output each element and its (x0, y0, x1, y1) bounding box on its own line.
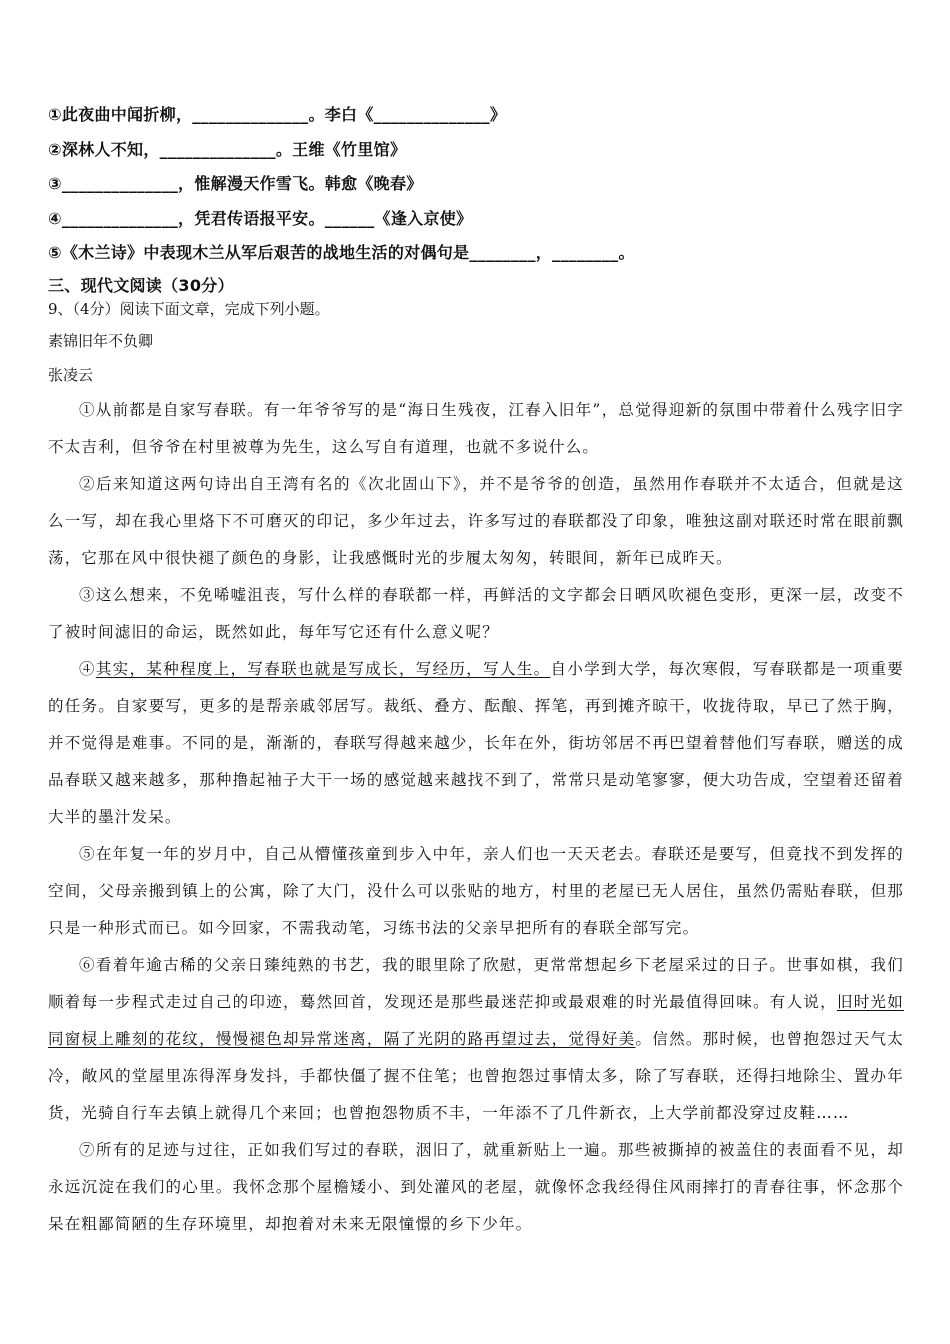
poem-line-2: ②深林人不知，______________。王维《竹里馆》 (48, 140, 407, 159)
section-heading: 三、现代文阅读（30分） (48, 276, 234, 295)
poem-line-3: ③______________，惟解漫天作雪飞。韩愈《晚春》 (48, 174, 423, 193)
article-title: 素锦旧年不负卿 (48, 332, 154, 350)
question-prompt: 9、（4分）阅读下面文章，完成下列小题。 (48, 300, 330, 318)
paragraph-4-number: ④ (79, 660, 96, 678)
paragraph-2: ②后来知道这两句诗出自王湾有名的《次北固山下》，并不是爷爷的创造，虽然用作春联并不太适合，但就是这么一写，却在我心里烙下不可磨灭的印记，多少年过去，许多写过的春联都没了印象，唯独这副对联还时常在眼前飘荡，它那在风中很快褪了颜色的身影，让我感慨时光的步履太匆匆，转眼间，新年已成昨天。 (48, 475, 904, 567)
paragraph-6-underlined: 旧时光如同窗棂上雕刻的花纹，慢慢褪色却异常迷离，隔了光阴的路再望过去，觉得好美 (48, 993, 904, 1048)
poem-line-1: ①此夜曲中闻折柳，______________。李白《______________》 (48, 105, 507, 124)
paragraph-3: ③这么想来，不免唏嘘沮丧，写什么样的春联都一样，再鲜活的文字都会日晒风吹褪色变形，更深一层，改变不了被时间滤旧的命运，既然如此，每年写它还有什么意义呢？ (48, 586, 904, 641)
paragraph-4-underlined: 其实，某种程度上，写春联也就是写成长，写经历，写人生。 (95, 660, 551, 678)
paragraph-5: ⑤在年复一年的岁月中，自己从懵懂孩童到步入中年，亲人们也一天天老去。春联还是要写，但竟找不到发挥的空间，父母亲搬到镇上的公寓，除了大门，没什么可以张贴的地方，村里的老屋已无人居住，虽然仍需贴春联，但那只是一种形式而已。如今回家，不需我动笔，习练书法的父亲早把所有的春联全部写完。 (48, 845, 904, 937)
paragraph-6 (48, 947, 904, 1132)
paragraph-4-rest: 自小学到大学，每次寒假，写春联都是一项重要的任务。自家要写，更多的是帮亲戚邻居写。裁纸、叠方、酝酿、挥笔，再到摊齐晾干，收拢待取，早已了然于胸，并不觉得是难事。不同的是，渐渐的，春联写得越来越少，长年在外，街坊邻居不再巴望着替他们写春联，赠送的成品春联又越来越多，那种撸起袖子大干一场的感觉越来越找不到了，常常只是动笔寥寥，便大功告成，空望着还留着大半的墨汁发呆。 (48, 660, 905, 826)
poem-line-4: ④______________，凭君传语报平安。______《逢入京使》 (48, 209, 473, 228)
poem-line-5: ⑤《木兰诗》中表现木兰从军后艰苦的战地生活的对偶句是________，________。 (48, 243, 635, 262)
article-author: 张凌云 (48, 366, 94, 384)
paragraph-1: ①从前都是自家写春联。有一年爷爷写的是“海日生残夜，江春入旧年”，总觉得迎新的氛围中带着什么残字旧字不太吉利，但爷爷在村里被尊为先生，这么写自有道理，也就不多说什么。 (48, 401, 904, 456)
paragraph-4 (48, 651, 904, 836)
paragraph-6-after: 。信然。那时候，也曾抱怨过天气太冷，敞风的堂屋里冻得浑身发抖，手都快僵了握不住笔；也曾抱怨过事情太多，除了写春联，还得扫地除尘、置办年货，光骑自行车去镇上就得几个来回；也曾抱怨物质不丰，一年添不了几件新衣，上大学前都没穿过皮鞋…… (48, 1030, 904, 1122)
paragraph-7: ⑦所有的足迹与过往，正如我们写过的春联，洇旧了，就重新贴上一遍。那些被撕掉的被盖住的表面看不见，却永远沉淀在我们的心里。我怀念那个屋檐矮小、到处灌风的老屋，就像怀念我经得住风雨摔打的青春往事，怀念那个呆在粗鄙简陋的生存环境里，却抱着对未来无限憧憬的乡下少年。 (48, 1141, 904, 1233)
paragraph-6-before: ⑥看着年逾古稀的父亲日臻纯熟的书艺，我的眼里除了欣慰，更常常想起乡下老屋采过的日子。世事如棋，我们顺着每一步程式走过自己的印迹，蓦然回首，发现还是那些最迷茫抑或最艰难的时光最值得回味。有人说， (48, 956, 904, 1011)
article-body (48, 392, 904, 1243)
